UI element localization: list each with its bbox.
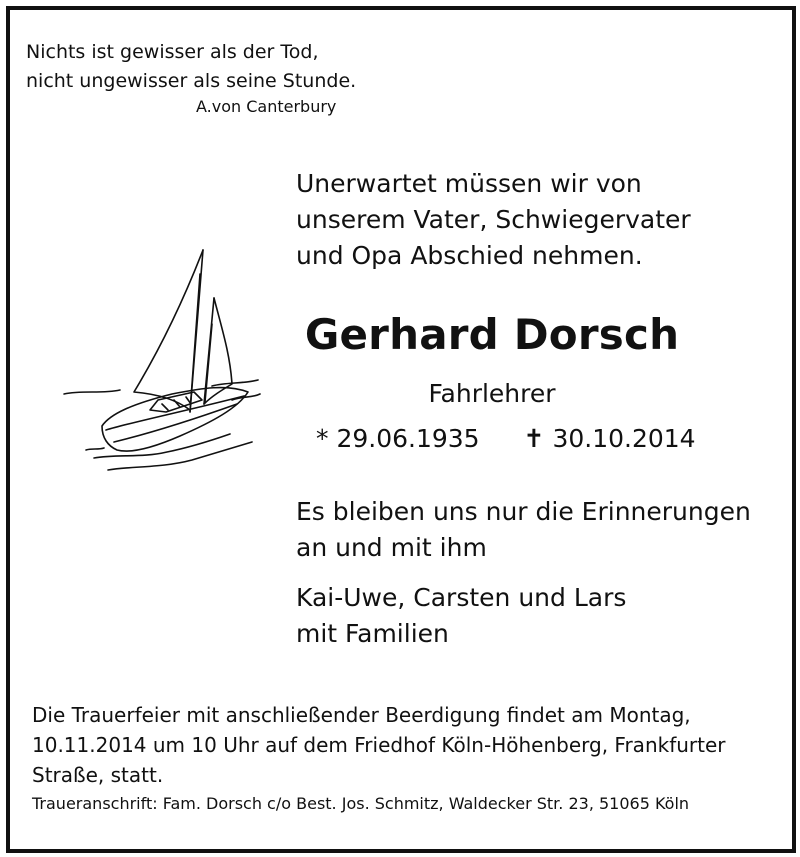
family-line-1: Kai-Uwe, Carsten und Lars [296, 583, 627, 612]
funeral-line-3: Straße, statt. [32, 763, 164, 787]
memory-line-1: Es bleiben uns nur die Erinnerungen [296, 497, 751, 526]
intro-line-2: unserem Vater, Schwiegervater [296, 205, 691, 234]
sailboat-icon [62, 244, 262, 484]
life-dates [316, 424, 696, 453]
funeral-notice [32, 700, 726, 790]
intro-line-3: und Opa Abschied nehmen. [296, 241, 643, 270]
intro-line-1: Unerwartet müssen wir von [296, 169, 642, 198]
family-line-2: mit Familien [296, 619, 449, 648]
deceased-name: Gerhard Dorsch [304, 310, 680, 359]
funeral-line-2: 10.11.2014 um 10 Uhr auf dem Friedhof Köln-Höhenberg, Frankfurter [32, 733, 726, 757]
quote-line-1: Nichts ist gewisser als der Tod, [26, 41, 319, 63]
quote-author: A.von Canterbury [196, 97, 337, 116]
quote [26, 38, 356, 96]
family-signature [296, 580, 626, 652]
intro-text [296, 166, 691, 274]
mourning-address: Traueranschrift: Fam. Dorsch c/o Best. Jos. Schmitz, Waldecker Str. 23, 51065 Köln [32, 794, 690, 813]
quote-line-2: nicht ungewisser als seine Stunde. [26, 70, 357, 92]
memory-text [296, 494, 751, 566]
memory-line-2: an und mit ihm [296, 533, 487, 562]
deceased-profession: Fahrlehrer [428, 379, 556, 408]
death-date: ✝ 30.10.2014 [523, 424, 696, 453]
funeral-line-1: Die Trauerfeier mit anschließender Beerdigung findet am Montag, [32, 703, 691, 727]
birth-date: * 29.06.1935 [316, 424, 480, 453]
